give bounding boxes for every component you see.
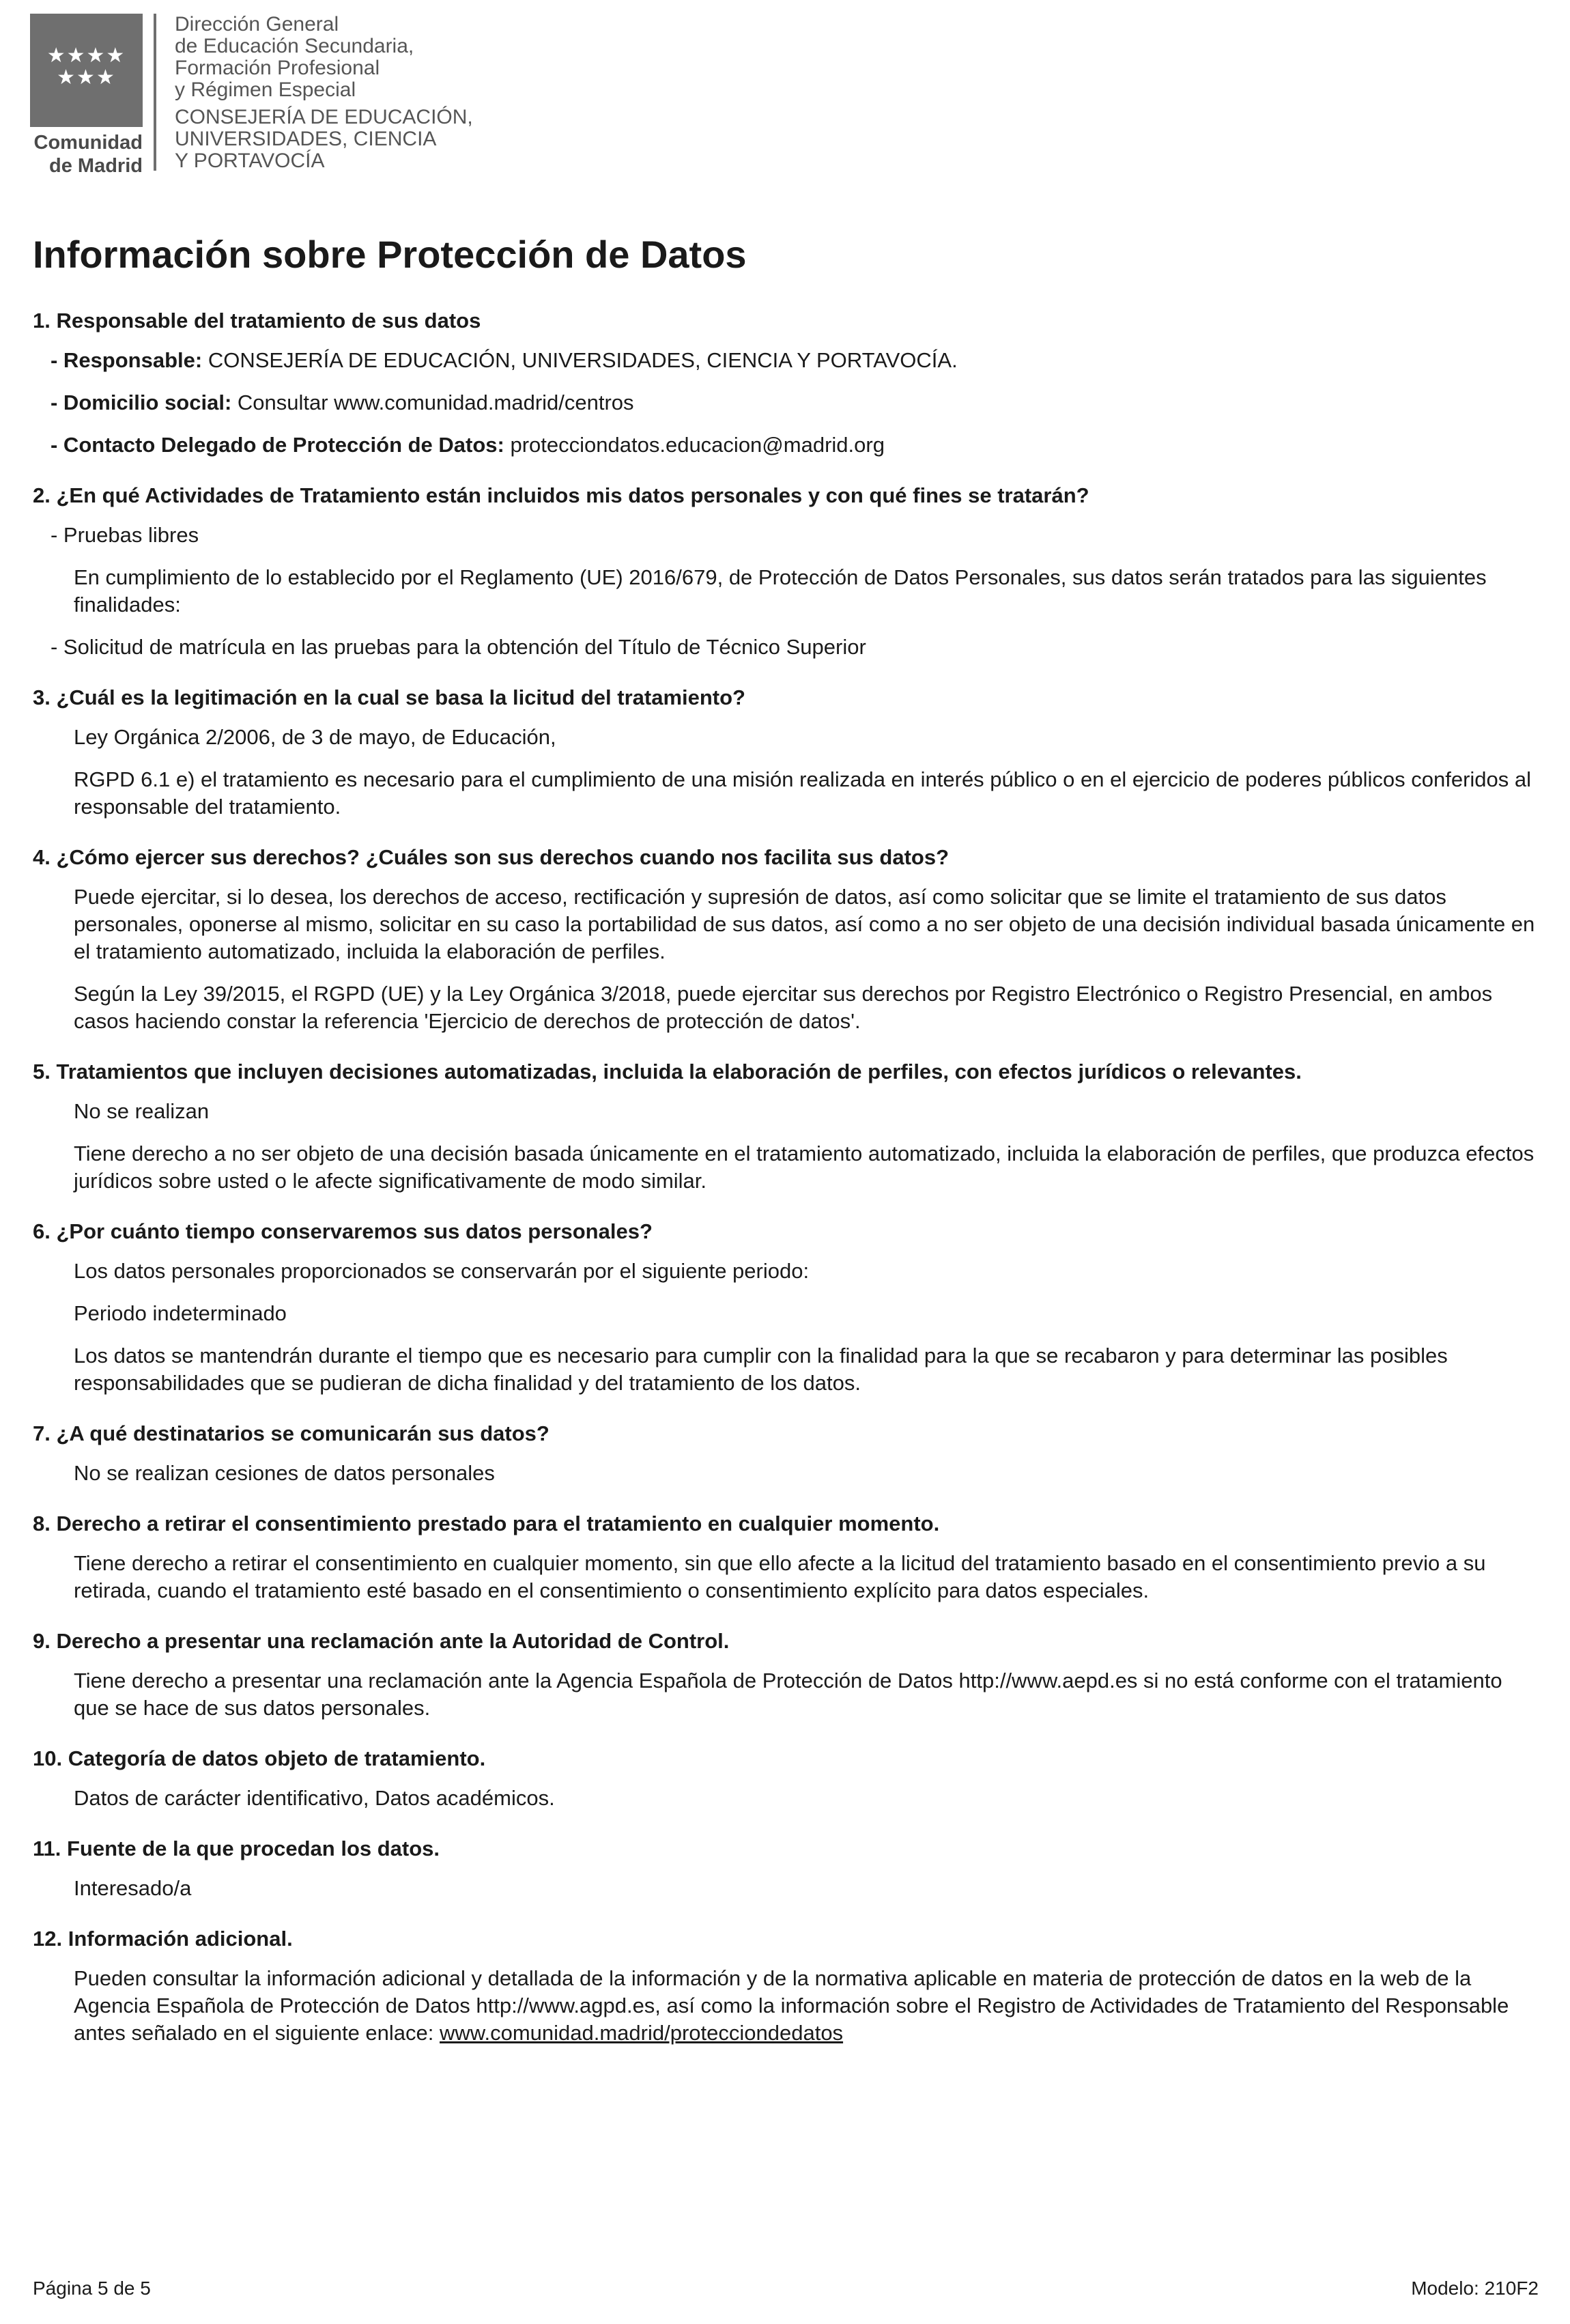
- section-text: Periodo indeterminado: [74, 1301, 287, 1325]
- model-code: Modelo: 210F2: [1411, 2278, 1539, 2299]
- logo-line-2: de Madrid: [49, 155, 143, 177]
- domicilio-value: Consultar www.comunidad.madrid/centros: [231, 391, 634, 414]
- logo-line-1: Comunidad: [33, 132, 143, 154]
- section-10: [33, 1745, 1541, 1812]
- section-2: [33, 482, 1541, 661]
- section-text: Tiene derecho a no ser objeto de una decisión basada únicamente en el tratamiento automatizado, incluida la elaboración de perfiles, que produzca efectos jurídicos sobre usted o le afecte significativamente de modo similar.: [74, 1142, 1535, 1193]
- section-4: [33, 844, 1541, 1035]
- direccion-line: y Régimen Especial: [175, 79, 356, 101]
- consejeria-line: Y PORTAVOCÍA: [175, 150, 325, 172]
- section-heading: 7. ¿A qué destinatarios se comunicarán sus datos?: [33, 1421, 550, 1445]
- section-heading: 5. Tratamientos que incluyen decisiones automatizadas, incluida la elaboración de perfiles, con efectos jurídicos o relevantes.: [33, 1060, 1302, 1083]
- section-heading: 1. Responsable del tratamiento de sus datos: [33, 309, 481, 332]
- consejeria-line: UNIVERSIDADES, CIENCIA: [175, 128, 437, 150]
- section-heading: 8. Derecho a retirar el consentimiento prestado para el tratamiento en cualquier momento.: [33, 1512, 940, 1535]
- section-text: Según la Ley 39/2015, el RGPD (UE) y la Ley Orgánica 3/2018, puede ejercitar sus derechos por Registro Electrónico o Registro Presencial, en ambos casos haciendo constar la referencia 'Ejercicio de derechos de protección de datos'.: [74, 982, 1493, 1033]
- page-number: Página 5 de 5: [33, 2278, 151, 2299]
- logo-text: [30, 131, 143, 178]
- page-title: Información sobre Protección de Datos: [33, 233, 747, 276]
- dpd-line: [33, 431, 1541, 459]
- section-7: [33, 1420, 1541, 1487]
- header-divider: [154, 14, 156, 171]
- section-heading: 11. Fuente de la que procedan los datos.: [33, 1837, 440, 1860]
- section-text: Puede ejercitar, si lo desea, los derechos de acceso, rectificación y supresión de datos, así como solicitar que se limite el tratamiento de sus datos personales, oponerse al mismo, solicitar en su caso la portabilidad de sus datos, así como a no ser objeto de una decisión individual basada únicamente en el tratamiento automatizado, incluida la elaboración de perfiles.: [74, 885, 1535, 963]
- domicilio-label: - Domicilio social:: [51, 391, 232, 414]
- section-heading: 2. ¿En qué Actividades de Tratamiento están incluidos mis datos personales y con qué fines se tratarán?: [33, 483, 1089, 507]
- content: [33, 307, 1541, 2062]
- purpose: - Solicitud de matrícula en las pruebas para la obtención del Título de Técnico Superior: [51, 635, 866, 659]
- section-text: Tiene derecho a presentar una reclamación ante la Agencia Española de Protección de Datos http://www.aepd.es si no está conforme con el tratamiento que se hace de sus datos personales.: [74, 1669, 1502, 1720]
- responsable-value: CONSEJERÍA DE EDUCACIÓN, UNIVERSIDADES, CIENCIA Y PORTAVOCÍA.: [202, 348, 958, 372]
- section-9: [33, 1628, 1541, 1722]
- domicilio-line: [33, 389, 1541, 416]
- stars-icon: ★★★★ ★★★: [46, 44, 126, 89]
- section-text: Tiene derecho a retirar el consentimiento en cualquier momento, sin que ello afecte a la licitud del tratamiento basado en el consentimiento previo a su retirada, cuando el tratamiento esté basado en el consentimiento o consentimiento explícito para datos especiales.: [74, 1551, 1486, 1602]
- section-heading: 12. Información adicional.: [33, 1927, 293, 1951]
- header: [30, 13, 549, 177]
- section-text: No se realizan: [74, 1099, 210, 1123]
- proteccion-datos-link[interactable]: www.comunidad.madrid/protecciondedatos: [440, 2021, 844, 2045]
- section-heading: 4. ¿Cómo ejercer sus derechos? ¿Cuáles son sus derechos cuando nos facilita sus datos?: [33, 845, 950, 869]
- section-8: [33, 1510, 1541, 1604]
- section-12: [33, 1925, 1541, 2047]
- section-text: Los datos personales proporcionados se conservarán por el siguiente periodo:: [74, 1259, 810, 1283]
- section-6: [33, 1218, 1541, 1397]
- direccion-line: de Educación Secundaria,: [175, 35, 414, 57]
- section-11: [33, 1835, 1541, 1902]
- additional-info-text: Pueden consultar la información adicional y detallada de la información y de la normativa aplicable en materia de protección de datos en la web de la Agencia Española de Protección de Datos http://www.agpd.es, así como la información sobre el Registro de Actividades de Tratamiento del Responsable antes señalado en el siguiente enlace:: [74, 1966, 1509, 2045]
- responsable-label: - Responsable:: [51, 348, 203, 372]
- section-5: [33, 1058, 1541, 1195]
- dpd-label: - Contacto Delegado de Protección de Datos:: [51, 433, 504, 457]
- direccion-general: [175, 14, 414, 101]
- section-text: Datos de carácter identificativo, Datos académicos.: [74, 1786, 555, 1810]
- section-text: En cumplimiento de lo establecido por el Reglamento (UE) 2016/679, de Protección de Datos Personales, sus datos serán tratados para las siguientes finalidades:: [74, 565, 1487, 617]
- responsable-line: [33, 347, 1541, 374]
- section-1: [33, 307, 1541, 459]
- consejeria-line: CONSEJERÍA DE EDUCACIÓN,: [175, 106, 473, 128]
- section-text: Ley Orgánica 2/2006, de 3 de mayo, de Educación,: [74, 725, 556, 749]
- section-text: [33, 1965, 1541, 2047]
- section-text: No se realizan cesiones de datos personales: [74, 1461, 495, 1485]
- section-heading: 3. ¿Cuál es la legitimación en la cual se basa la licitud del tratamiento?: [33, 685, 745, 709]
- section-heading: 10. Categoría de datos objeto de tratamiento.: [33, 1746, 486, 1770]
- section-heading: 9. Derecho a presentar una reclamación ante la Autoridad de Control.: [33, 1629, 730, 1653]
- section-text: Interesado/a: [74, 1876, 192, 1900]
- comunidad-madrid-logo: [30, 14, 143, 127]
- section-text: Los datos se mantendrán durante el tiempo que es necesario para cumplir con la finalidad para la que se recabaron y para determinar las posibles responsabilidades que se pudieran de dicha finalidad y del tratamiento de los datos.: [74, 1344, 1448, 1395]
- section-3: [33, 684, 1541, 821]
- dpd-value: protecciondatos.educacion@madrid.org: [504, 433, 885, 457]
- section-text: RGPD 6.1 e) el tratamiento es necesario para el cumplimiento de una misión realizada en interés público o en el ejercicio de poderes públicos conferidos al responsable del tratamiento.: [74, 767, 1532, 819]
- section-heading: 6. ¿Por cuánto tiempo conservaremos sus datos personales?: [33, 1219, 653, 1243]
- direccion-line: Formación Profesional: [175, 57, 380, 79]
- activity: - Pruebas libres: [51, 523, 199, 547]
- direccion-line: Dirección General: [175, 13, 339, 36]
- consejeria: [175, 107, 473, 172]
